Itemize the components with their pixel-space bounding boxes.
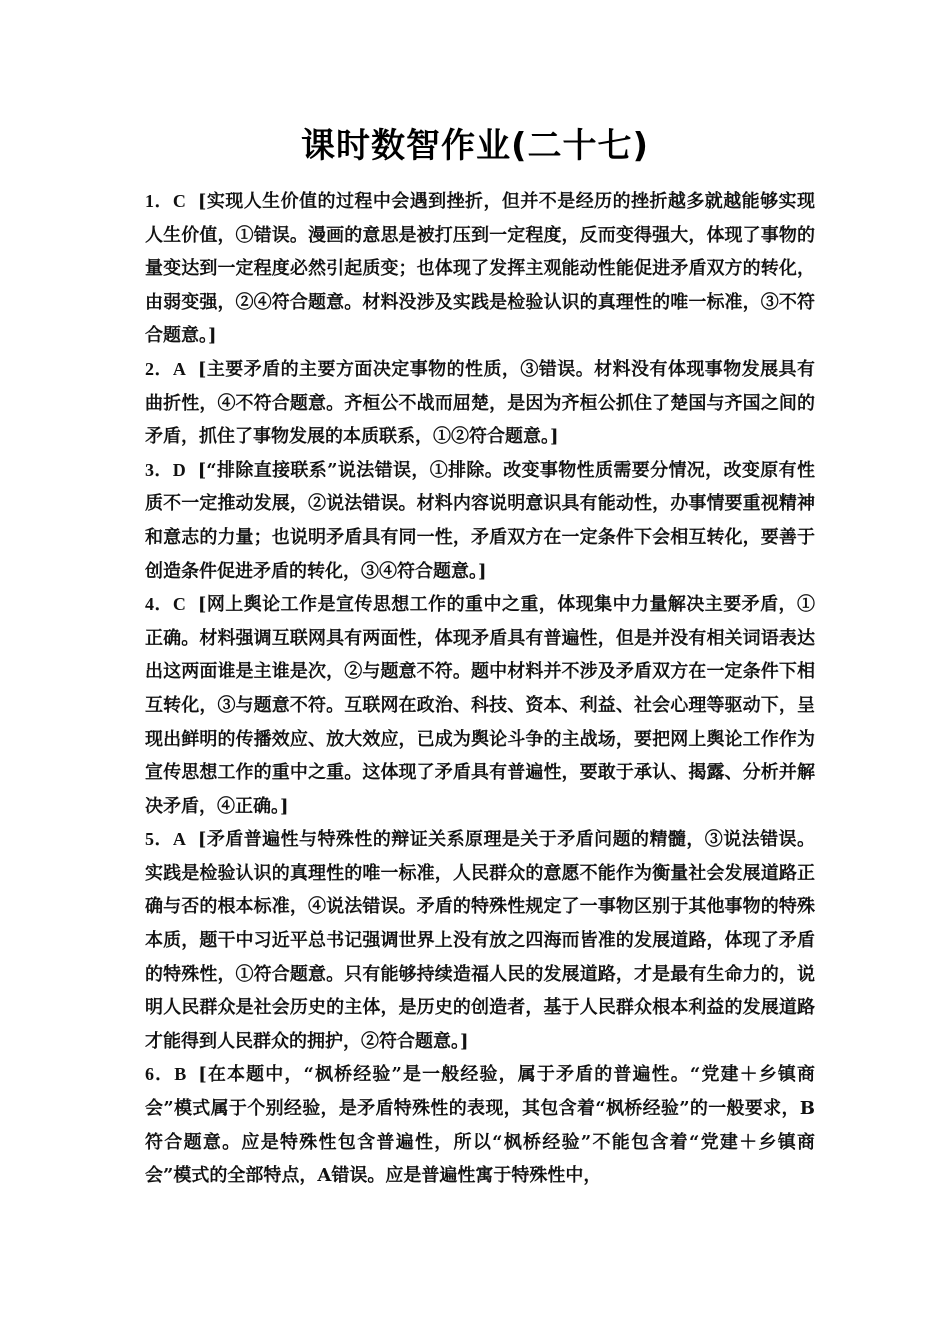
question-number: 6． xyxy=(145,1064,175,1085)
answer-explanation: [在本题中，“枫桥经验”是一般经验，属于矛盾的普遍性。“党建＋乡镇商会”模式属于个别经验，是矛盾特殊性的表现，其包含着“枫桥经验”的一般要求，B符合题意。应是特殊性包含普遍性，所以“枫桥经验”不能包含着“党建＋乡镇商会”模式的全部特点，A错误。应是普遍性寓于特殊性中， xyxy=(145,1064,816,1187)
answer-item-6 xyxy=(145,1058,815,1192)
answer-item-5 xyxy=(145,823,815,1058)
question-number: 5． xyxy=(145,829,173,850)
answer-letter: C xyxy=(172,594,186,615)
answer-explanation: [矛盾普遍性与特殊性的辩证关系原理是关于矛盾问题的精髓，③说法错误。实践是检验认识的真理性的唯一标准，人民群众的意愿不能作为衡量社会发展道路正确与否的根本标准，④说法错误。矛盾的特殊性规定了一事物区别于其他事物的特殊本质，题干中习近平总书记强调世界上没有放之四海而皆准的发展道路，体现了矛盾的特殊性，①符合题意。只有能够持续造福人民的发展道路，才是最有生命力的，说明人民群众是社会历史的主体，是历史的创造者，基于人民群众根本利益的发展道路才能得到人民群众的拥护，②符合题意。] xyxy=(145,829,816,1052)
answer-explanation: [实现人生价值的过程中会遇到挫折，但并不是经历的挫折越多就越能够实现人生价值，①错误。漫画的意思是被打压到一定程度，反而变得强大，体现了事物的量变达到一定程度必然引起质变；也体现了发挥主观能动性能促进矛盾双方的转化，由弱变强，②④符合题意。材料没涉及实践是检验认识的真理性的唯一标准，③不符合题意。] xyxy=(145,191,816,347)
answer-list xyxy=(145,185,815,1193)
answer-explanation: [网上舆论工作是宣传思想工作的重中之重，体现集中力量解决主要矛盾，①正确。材料强调互联网具有两面性，体现矛盾具有普遍性，但是并没有相关词语表达出这两面谁是主谁是次，②与题意不符。题中材料并不涉及矛盾双方在一定条件下相互转化，③与题意不符。互联网在政治、科技、资本、利益、社会心理等驱动下，呈现出鲜明的传播效应、放大效应，已成为舆论斗争的主战场，要把网上舆论工作作为宣传思想工作的重中之重。这体现了矛盾具有普遍性，要敢于承认、揭露、分析并解决矛盾，④正确。] xyxy=(145,594,816,817)
answer-explanation: [主要矛盾的主要方面决定事物的性质，③错误。材料没有体现事物发展具有曲折性，④不符合题意。齐桓公不战而屈楚，是因为齐桓公抓住了楚国与齐国之间的矛盾，抓住了事物发展的本质联系，①②符合题意。] xyxy=(145,358,816,448)
answer-item-3 xyxy=(145,454,815,588)
question-number: 1． xyxy=(145,191,173,211)
answer-letter: D xyxy=(172,459,186,480)
answer-item-1 xyxy=(145,185,815,353)
answer-letter: A xyxy=(172,829,186,850)
answer-item-2 xyxy=(145,353,815,454)
answer-letter: A xyxy=(172,358,186,379)
question-number: 3． xyxy=(145,459,173,480)
answer-explanation: [“排除直接联系”说法错误，①排除。改变事物性质需要分情况，改变原有性质不一定推动发展，②说法错误。材料内容说明意识具有能动性，办事情要重视精神和意志的力量；也说明矛盾具有同一性，矛盾双方在一定条件下会相互转化，要善于创造条件促进矛盾的转化，③④符合题意。] xyxy=(145,459,815,582)
page-title: 课时数智作业(二十七) xyxy=(300,126,650,166)
answer-item-4 xyxy=(145,588,815,823)
question-number: 2． xyxy=(145,358,173,379)
answer-letter: C xyxy=(172,191,186,211)
answer-letter: B xyxy=(174,1064,187,1085)
question-number: 4． xyxy=(145,594,173,615)
